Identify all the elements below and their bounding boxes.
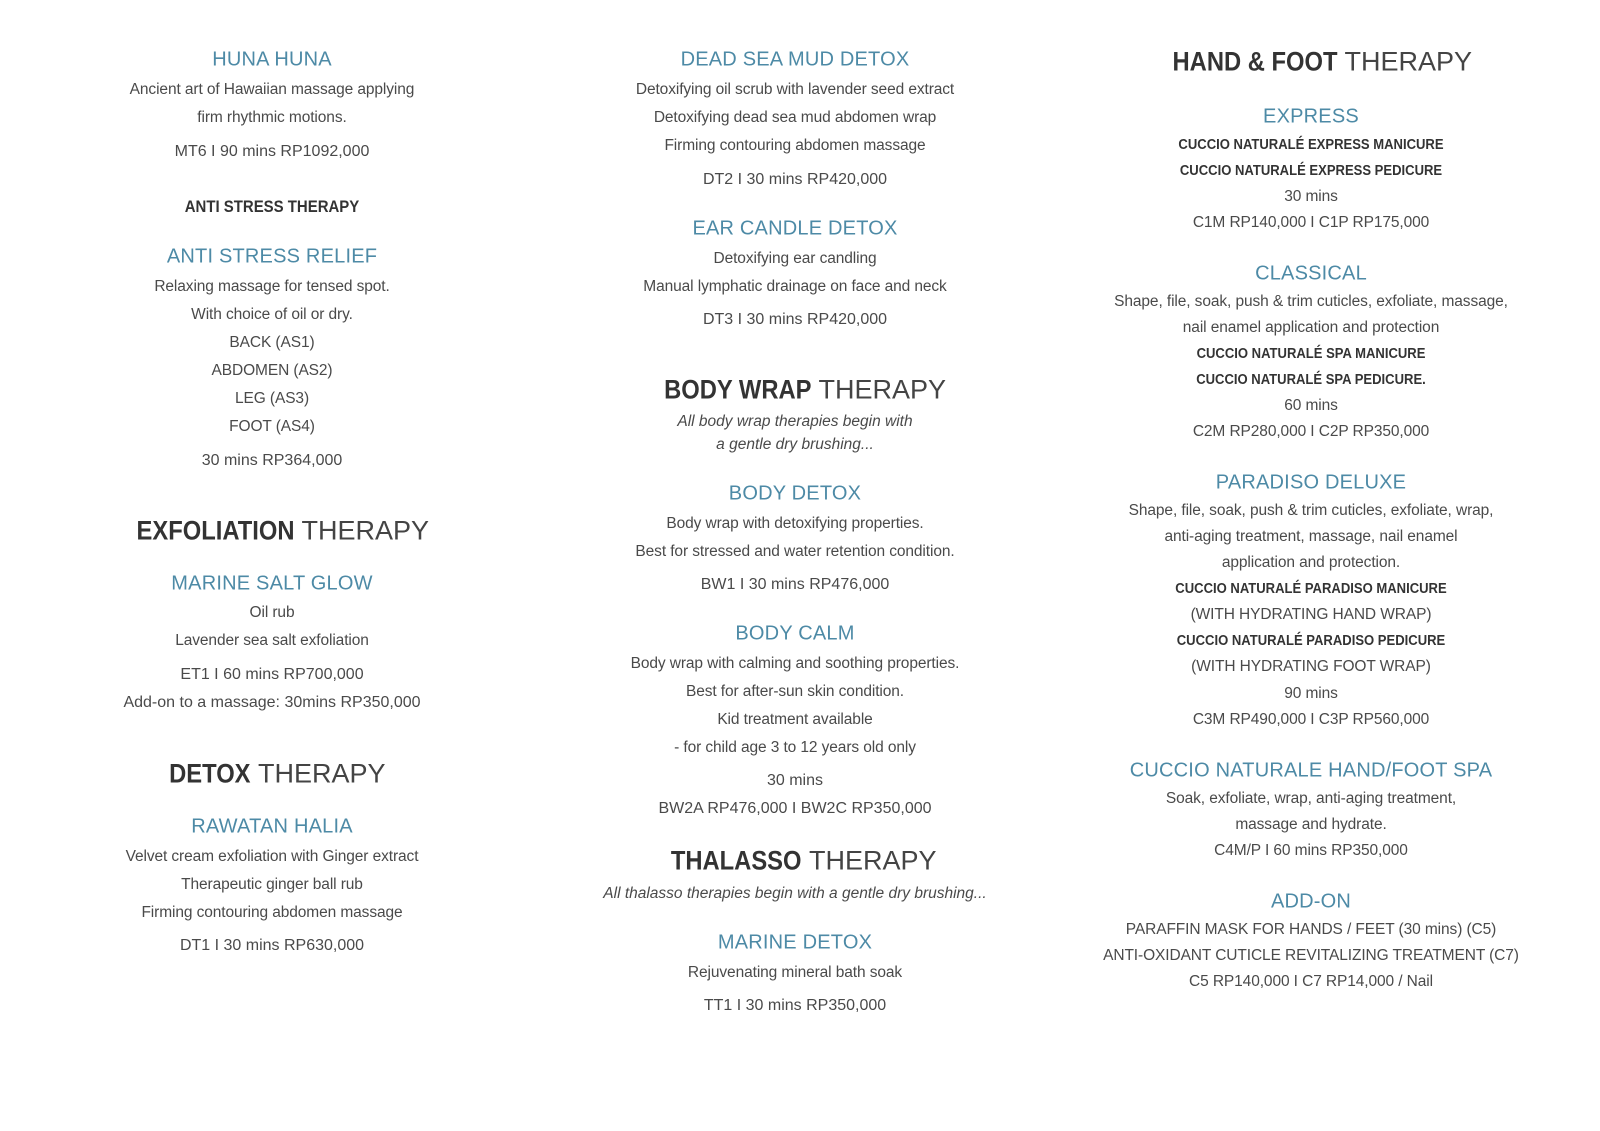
treatment-desc: Best for stressed and water retention condition. <box>635 543 955 560</box>
section-intro: All body wrap therapies begin with <box>677 413 913 430</box>
treatment-price: C1M RP140,000 I C1P RP175,000 <box>1192 214 1430 231</box>
heading-bold: BODY WRAP <box>664 374 812 405</box>
treatment-title: EXPRESS <box>1263 105 1359 128</box>
treatment-title: HUNA HUNA <box>212 48 332 71</box>
treatment-desc: - for child age 3 to 12 years old only <box>674 739 916 756</box>
treatment-price: ET1 I 60 mins RP700,000 <box>180 666 364 683</box>
treatment-desc: Firming contouring abdomen massage <box>141 904 403 921</box>
heading-bold: HAND & FOOT <box>1172 46 1338 77</box>
treatment-title: BODY DETOX <box>728 482 862 505</box>
section-intro: a gentle dry brushing... <box>716 436 874 453</box>
treatment-desc: Body wrap with calming and soothing properties. <box>630 655 960 672</box>
heading-bold: EXFOLIATION <box>136 515 295 546</box>
treatment-price: C2M RP280,000 I C2P RP350,000 <box>1192 423 1430 440</box>
treatment-duration: 90 mins <box>1284 685 1338 702</box>
treatment-title: MARINE DETOX <box>717 931 873 954</box>
product-name: CUCCIO NATURALÉ EXPRESS MANICURE <box>1178 137 1444 153</box>
heading-bold: THALASSO <box>671 845 802 876</box>
section-intro: All thalasso therapies begin with a gentle dry brushing... <box>603 885 987 902</box>
addon-item: ANTI-OXIDANT CUTICLE REVITALIZING TREATMENT (C7) <box>1103 947 1519 964</box>
section-heading <box>545 375 1045 406</box>
treatment-desc: firm rhythmic motions. <box>197 109 347 126</box>
treatment-desc: massage and hydrate. <box>1235 816 1387 833</box>
treatment-desc: Manual lymphatic drainage on face and neck <box>643 278 947 295</box>
treatment-price: BW1 I 30 mins RP476,000 <box>700 576 890 593</box>
column-left <box>92 0 452 1131</box>
treatment-desc: Rejuvenating mineral bath soak <box>687 964 903 981</box>
column-middle <box>585 0 1005 1131</box>
product-name: CUCCIO NATURALÉ SPA MANICURE <box>1196 346 1426 362</box>
product-note: (WITH HYDRATING FOOT WRAP) <box>1191 658 1431 675</box>
treatment-option: LEG (AS3) <box>234 390 310 407</box>
treatment-option: FOOT (AS4) <box>229 418 315 435</box>
treatment-desc: application and protection. <box>1221 554 1401 571</box>
treatment-price: TT1 I 30 mins RP350,000 <box>703 997 887 1014</box>
section-heading <box>52 516 492 547</box>
product-name: CUCCIO NATURALÉ SPA PEDICURE. <box>1196 372 1426 388</box>
treatment-desc: Velvet cream exfoliation with Ginger extract <box>125 848 419 865</box>
treatment-desc: Detoxifying dead sea mud abdomen wrap <box>653 109 937 126</box>
treatment-desc: Shape, file, soak, push & trim cuticles, exfoliate, massage, <box>1114 293 1508 310</box>
treatment-desc: Shape, file, soak, push & trim cuticles, exfoliate, wrap, <box>1128 502 1494 519</box>
treatment-title: CLASSICAL <box>1255 262 1367 285</box>
treatment-addon-price: Add-on to a massage: 30mins RP350,000 <box>123 694 421 711</box>
treatment-option: BACK (AS1) <box>229 334 315 351</box>
heading-light: THERAPY <box>1337 46 1473 77</box>
treatment-title: ANTI STRESS RELIEF <box>166 245 378 268</box>
section-heading <box>545 846 1045 877</box>
treatment-desc: Therapeutic ginger ball rub <box>181 876 363 893</box>
heading-light: THERAPY <box>294 515 430 546</box>
treatment-desc: Firming contouring abdomen massage <box>664 137 926 154</box>
treatment-desc: nail enamel application and protection <box>1182 319 1440 336</box>
addon-item: PARAFFIN MASK FOR HANDS / FEET (30 mins) (C5) <box>1125 921 1497 938</box>
treatment-title: CUCCIO NATURALE HAND/FOOT SPA <box>1129 759 1493 782</box>
treatment-desc: Body wrap with detoxifying properties. <box>666 515 924 532</box>
treatment-desc: Lavender sea salt exfoliation <box>175 632 369 649</box>
treatment-title: MARINE SALT GLOW <box>171 572 373 595</box>
treatment-price: 30 mins RP364,000 <box>201 452 343 469</box>
treatment-desc: Best for after-sun skin condition. <box>685 683 904 700</box>
treatment-price: C3M RP490,000 I C3P RP560,000 <box>1192 711 1430 728</box>
treatment-title: EAR CANDLE DETOX <box>692 217 898 240</box>
treatment-desc: Kid treatment available <box>717 711 873 728</box>
heading-light: THERAPY <box>801 845 937 876</box>
treatment-desc: Detoxifying oil scrub with lavender seed extract <box>635 81 955 98</box>
treatment-title: BODY CALM <box>735 622 855 645</box>
treatment-title: PARADISO DELUXE <box>1215 471 1407 494</box>
treatment-duration: 60 mins <box>1284 397 1338 414</box>
heading-light: THERAPY <box>250 758 386 789</box>
treatment-title: ADD-ON <box>1270 890 1352 913</box>
treatment-price: BW2A RP476,000 I BW2C RP350,000 <box>658 800 932 817</box>
treatment-price: DT2 I 30 mins RP420,000 <box>702 171 888 188</box>
treatment-desc: Oil rub <box>249 604 295 621</box>
product-name: CUCCIO NATURALÉ PARADISO PEDICURE <box>1176 633 1446 649</box>
column-right <box>1096 0 1526 1131</box>
treatment-price: MT6 I 90 mins RP1092,000 <box>174 143 370 160</box>
treatment-price: DT3 I 30 mins RP420,000 <box>702 311 888 328</box>
treatment-price: DT1 I 30 mins RP630,000 <box>179 937 365 954</box>
treatment-desc: With choice of oil or dry. <box>191 306 353 323</box>
treatment-desc: Soak, exfoliate, wrap, anti-aging treatment, <box>1165 790 1457 807</box>
section-subheading: ANTI STRESS THERAPY <box>184 197 360 216</box>
heading-bold: DETOX <box>169 758 251 789</box>
treatment-desc: Detoxifying ear candling <box>713 250 877 267</box>
section-heading <box>1056 47 1566 78</box>
treatment-option: ABDOMEN (AS2) <box>211 362 333 379</box>
treatment-desc: anti-aging treatment, massage, nail enamel <box>1164 528 1458 545</box>
treatment-title: RAWATAN HALIA <box>191 815 353 838</box>
treatment-desc: Relaxing massage for tensed spot. <box>154 278 390 295</box>
product-note: (WITH HYDRATING HAND WRAP) <box>1190 606 1432 623</box>
treatment-price: C4M/P I 60 mins RP350,000 <box>1214 842 1408 859</box>
treatment-desc: Ancient art of Hawaiian massage applying <box>129 81 415 98</box>
section-heading <box>52 759 492 790</box>
treatment-price: C5 RP140,000 I C7 RP14,000 / Nail <box>1189 973 1433 990</box>
product-name: CUCCIO NATURALÉ EXPRESS PEDICURE <box>1179 163 1443 179</box>
product-name: CUCCIO NATURALÉ PARADISO MANICURE <box>1175 581 1447 597</box>
treatment-duration: 30 mins <box>766 772 824 789</box>
heading-light: THERAPY <box>811 374 947 405</box>
treatment-duration: 30 mins <box>1284 188 1338 205</box>
treatment-title: DEAD SEA MUD DETOX <box>680 48 910 71</box>
